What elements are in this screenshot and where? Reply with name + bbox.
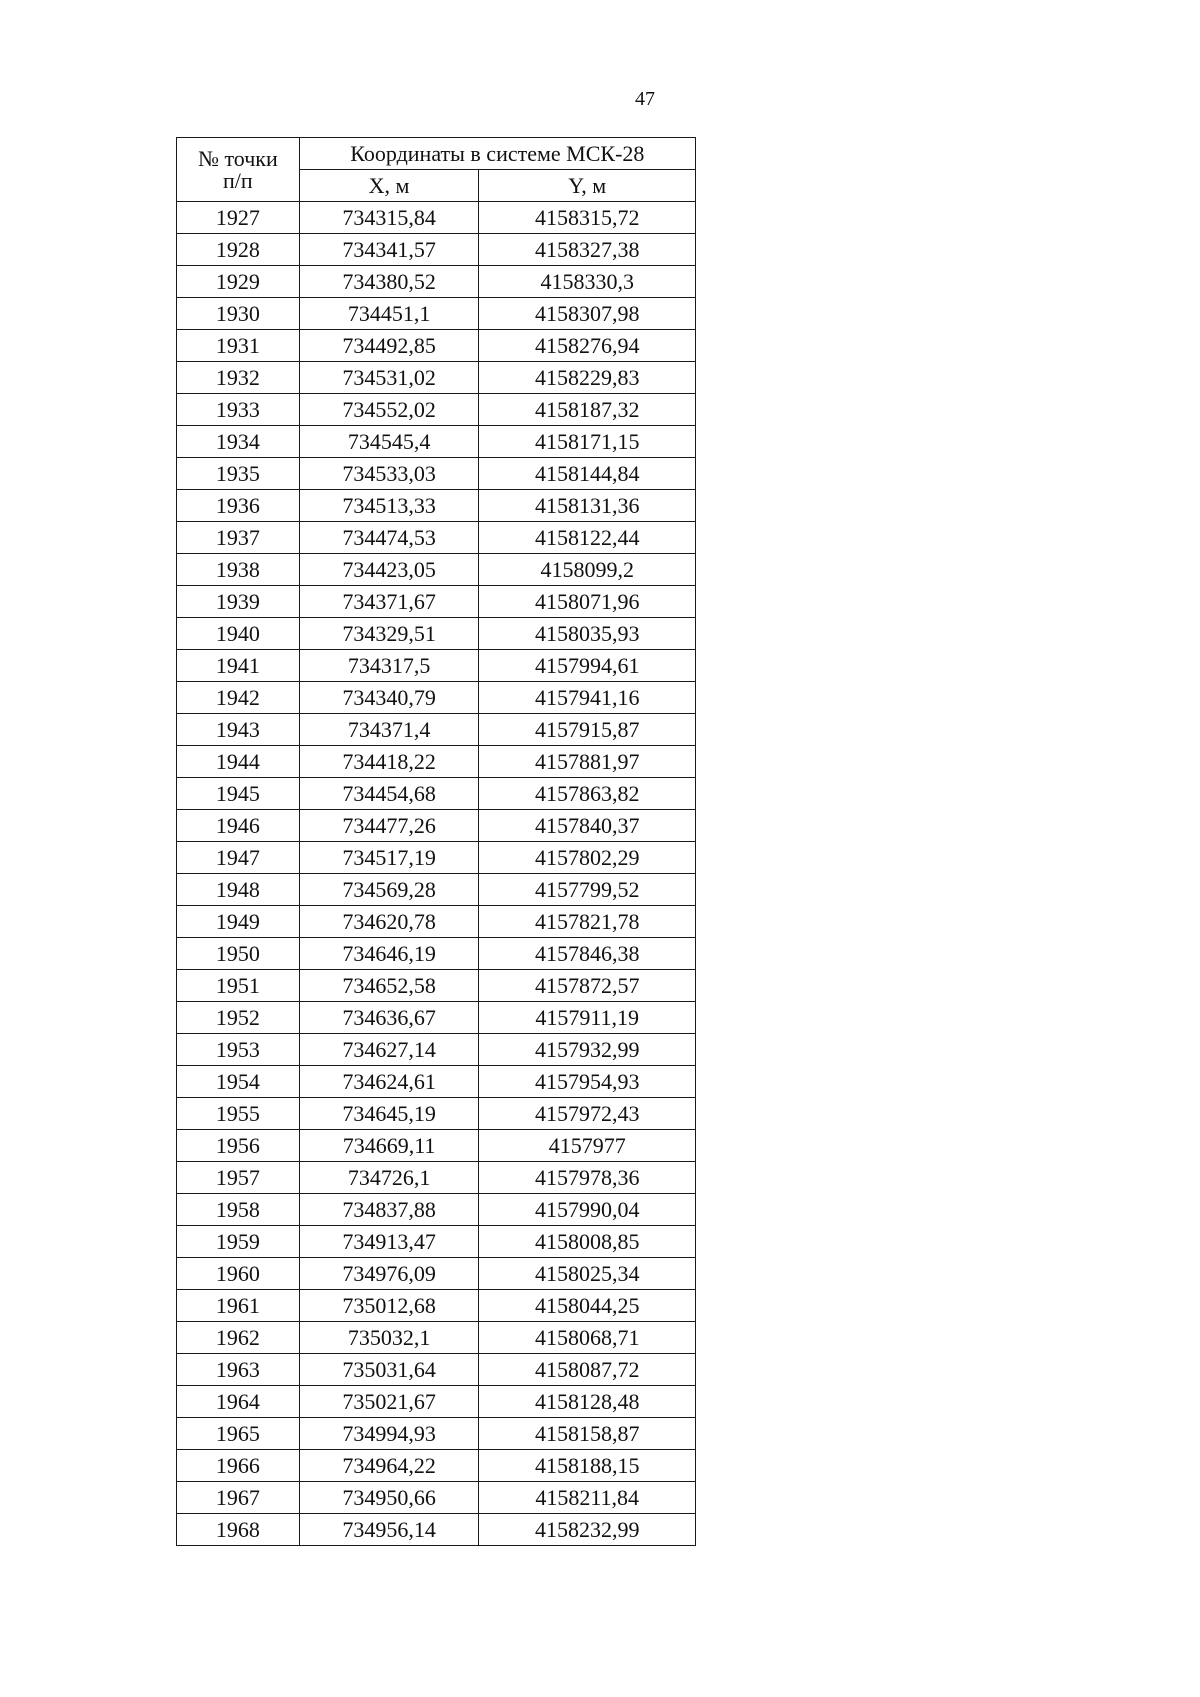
x-coordinate-cell: 734371,67 (299, 586, 479, 618)
table-row (177, 810, 696, 842)
point-number-cell: 1933 (177, 394, 300, 426)
table-row (177, 650, 696, 682)
table-row (177, 1002, 696, 1034)
y-coordinate-cell: 4158044,25 (479, 1290, 696, 1322)
x-coordinate-cell: 734329,51 (299, 618, 479, 650)
y-coordinate-cell: 4158025,34 (479, 1258, 696, 1290)
point-number-cell: 1959 (177, 1226, 300, 1258)
point-number-cell: 1931 (177, 330, 300, 362)
point-number-cell: 1958 (177, 1194, 300, 1226)
x-coordinate-cell: 734317,5 (299, 650, 479, 682)
point-number-header-line2: п/п (223, 167, 253, 193)
x-coordinate-cell: 735032,1 (299, 1322, 479, 1354)
point-number-cell: 1932 (177, 362, 300, 394)
y-coordinate-cell: 4157932,99 (479, 1034, 696, 1066)
x-coordinate-cell: 734956,14 (299, 1514, 479, 1546)
point-number-cell: 1941 (177, 650, 300, 682)
x-coordinate-cell: 734545,4 (299, 426, 479, 458)
point-number-header (177, 138, 300, 202)
y-coordinate-cell: 4158232,99 (479, 1514, 696, 1546)
point-number-cell: 1955 (177, 1098, 300, 1130)
x-coordinate-cell: 734645,19 (299, 1098, 479, 1130)
y-coordinate-cell: 4157915,87 (479, 714, 696, 746)
y-coordinate-cell: 4158008,85 (479, 1226, 696, 1258)
y-coordinate-cell: 4158144,84 (479, 458, 696, 490)
table-row (177, 554, 696, 586)
y-coordinate-cell: 4157972,43 (479, 1098, 696, 1130)
x-coordinate-cell: 734624,61 (299, 1066, 479, 1098)
point-number-cell: 1967 (177, 1482, 300, 1514)
table-row (177, 1258, 696, 1290)
x-coordinate-cell: 734492,85 (299, 330, 479, 362)
table-row (177, 1130, 696, 1162)
y-column-header: Y, м (479, 170, 696, 202)
y-coordinate-cell: 4158128,48 (479, 1386, 696, 1418)
point-number-cell: 1946 (177, 810, 300, 842)
y-coordinate-cell: 4157846,38 (479, 938, 696, 970)
y-coordinate-cell: 4158071,96 (479, 586, 696, 618)
x-coordinate-cell: 734371,4 (299, 714, 479, 746)
table-row (177, 970, 696, 1002)
y-coordinate-cell: 4157978,36 (479, 1162, 696, 1194)
y-coordinate-cell: 4158131,36 (479, 490, 696, 522)
table-row (177, 522, 696, 554)
y-coordinate-cell: 4157994,61 (479, 650, 696, 682)
x-coordinate-cell: 734517,19 (299, 842, 479, 874)
x-coordinate-cell: 734652,58 (299, 970, 479, 1002)
x-coordinate-cell: 734341,57 (299, 234, 479, 266)
x-coordinate-cell: 734994,93 (299, 1418, 479, 1450)
x-coordinate-cell: 734477,26 (299, 810, 479, 842)
point-number-cell: 1930 (177, 298, 300, 330)
point-number-cell: 1968 (177, 1514, 300, 1546)
table-row (177, 1066, 696, 1098)
x-coordinate-cell: 734726,1 (299, 1162, 479, 1194)
point-number-cell: 1929 (177, 266, 300, 298)
table-row (177, 458, 696, 490)
table-row (177, 874, 696, 906)
table-row (177, 1034, 696, 1066)
point-number-cell: 1936 (177, 490, 300, 522)
y-coordinate-cell: 4158087,72 (479, 1354, 696, 1386)
y-coordinate-cell: 4158276,94 (479, 330, 696, 362)
table-row (177, 1354, 696, 1386)
y-coordinate-cell: 4157954,93 (479, 1066, 696, 1098)
point-number-cell: 1957 (177, 1162, 300, 1194)
point-number-cell: 1943 (177, 714, 300, 746)
point-number-cell: 1928 (177, 234, 300, 266)
y-coordinate-cell: 4157977 (479, 1130, 696, 1162)
y-coordinate-cell: 4157990,04 (479, 1194, 696, 1226)
point-number-cell: 1962 (177, 1322, 300, 1354)
y-coordinate-cell: 4158122,44 (479, 522, 696, 554)
x-coordinate-cell: 734964,22 (299, 1450, 479, 1482)
point-number-cell: 1948 (177, 874, 300, 906)
x-coordinate-cell: 734669,11 (299, 1130, 479, 1162)
table-row (177, 1162, 696, 1194)
x-coordinate-cell: 734569,28 (299, 874, 479, 906)
point-number-cell: 1951 (177, 970, 300, 1002)
table-row (177, 1450, 696, 1482)
table-row (177, 490, 696, 522)
x-coordinate-cell: 734340,79 (299, 682, 479, 714)
x-coordinate-cell: 735012,68 (299, 1290, 479, 1322)
point-number-cell: 1956 (177, 1130, 300, 1162)
table-row (177, 234, 696, 266)
x-coordinate-cell: 734531,02 (299, 362, 479, 394)
x-coordinate-cell: 734950,66 (299, 1482, 479, 1514)
x-coordinate-cell: 734837,88 (299, 1194, 479, 1226)
point-number-cell: 1927 (177, 202, 300, 234)
point-number-cell: 1935 (177, 458, 300, 490)
table-row (177, 746, 696, 778)
x-coordinate-cell: 734451,1 (299, 298, 479, 330)
x-coordinate-cell: 734423,05 (299, 554, 479, 586)
point-number-cell: 1961 (177, 1290, 300, 1322)
table-row (177, 1290, 696, 1322)
table-row (177, 906, 696, 938)
x-coordinate-cell: 734315,84 (299, 202, 479, 234)
point-number-cell: 1965 (177, 1418, 300, 1450)
point-number-cell: 1950 (177, 938, 300, 970)
point-number-cell: 1934 (177, 426, 300, 458)
table-row (177, 1226, 696, 1258)
point-number-cell: 1949 (177, 906, 300, 938)
table-header-row (177, 138, 696, 170)
point-number-cell: 1952 (177, 1002, 300, 1034)
y-coordinate-cell: 4158099,2 (479, 554, 696, 586)
x-coordinate-cell: 734418,22 (299, 746, 479, 778)
point-number-cell: 1947 (177, 842, 300, 874)
x-coordinate-cell: 734976,09 (299, 1258, 479, 1290)
x-coordinate-cell: 734552,02 (299, 394, 479, 426)
table-row (177, 202, 696, 234)
table-row (177, 266, 696, 298)
y-coordinate-cell: 4158068,71 (479, 1322, 696, 1354)
table-row (177, 426, 696, 458)
table-row (177, 330, 696, 362)
point-number-cell: 1939 (177, 586, 300, 618)
x-coordinate-cell: 734380,52 (299, 266, 479, 298)
coordinates-table (176, 137, 696, 1546)
table-row (177, 714, 696, 746)
x-coordinate-cell: 734533,03 (299, 458, 479, 490)
table-row (177, 1482, 696, 1514)
point-number-cell: 1942 (177, 682, 300, 714)
point-number-cell: 1937 (177, 522, 300, 554)
y-coordinate-cell: 4157881,97 (479, 746, 696, 778)
point-number-cell: 1966 (177, 1450, 300, 1482)
table-row (177, 1194, 696, 1226)
y-coordinate-cell: 4158229,83 (479, 362, 696, 394)
point-number-cell: 1953 (177, 1034, 300, 1066)
y-coordinate-cell: 4158330,3 (479, 266, 696, 298)
y-coordinate-cell: 4157863,82 (479, 778, 696, 810)
table-row (177, 298, 696, 330)
x-column-header: X, м (299, 170, 479, 202)
x-coordinate-cell: 734913,47 (299, 1226, 479, 1258)
x-coordinate-cell: 734646,19 (299, 938, 479, 970)
coordinates-system-header: Координаты в системе МСК-28 (299, 138, 695, 170)
x-coordinate-cell: 734474,53 (299, 522, 479, 554)
y-coordinate-cell: 4157911,19 (479, 1002, 696, 1034)
x-coordinate-cell: 734620,78 (299, 906, 479, 938)
y-coordinate-cell: 4157799,52 (479, 874, 696, 906)
point-number-cell: 1954 (177, 1066, 300, 1098)
y-coordinate-cell: 4157941,16 (479, 682, 696, 714)
table-row (177, 394, 696, 426)
y-coordinate-cell: 4157840,37 (479, 810, 696, 842)
y-coordinate-cell: 4158315,72 (479, 202, 696, 234)
table-row (177, 362, 696, 394)
x-coordinate-cell: 735021,67 (299, 1386, 479, 1418)
point-number-cell: 1963 (177, 1354, 300, 1386)
x-coordinate-cell: 734454,68 (299, 778, 479, 810)
table-row (177, 1322, 696, 1354)
point-number-header-line1: № точки (197, 145, 278, 171)
x-coordinate-cell: 735031,64 (299, 1354, 479, 1386)
point-number-cell: 1964 (177, 1386, 300, 1418)
table-body (177, 202, 696, 1546)
y-coordinate-cell: 4158158,87 (479, 1418, 696, 1450)
point-number-cell: 1940 (177, 618, 300, 650)
page-number: 47 (635, 88, 655, 110)
y-coordinate-cell: 4157802,29 (479, 842, 696, 874)
x-coordinate-cell: 734513,33 (299, 490, 479, 522)
table-row (177, 618, 696, 650)
table-row (177, 842, 696, 874)
y-coordinate-cell: 4158171,15 (479, 426, 696, 458)
table-row (177, 1386, 696, 1418)
y-coordinate-cell: 4157872,57 (479, 970, 696, 1002)
point-number-cell: 1938 (177, 554, 300, 586)
table-row (177, 1514, 696, 1546)
y-coordinate-cell: 4158211,84 (479, 1482, 696, 1514)
y-coordinate-cell: 4158035,93 (479, 618, 696, 650)
point-number-cell: 1944 (177, 746, 300, 778)
table-row (177, 1098, 696, 1130)
table-row (177, 682, 696, 714)
point-number-cell: 1945 (177, 778, 300, 810)
table-row (177, 938, 696, 970)
x-coordinate-cell: 734636,67 (299, 1002, 479, 1034)
y-coordinate-cell: 4158327,38 (479, 234, 696, 266)
table-row (177, 1418, 696, 1450)
x-coordinate-cell: 734627,14 (299, 1034, 479, 1066)
table-row (177, 778, 696, 810)
y-coordinate-cell: 4157821,78 (479, 906, 696, 938)
table-row (177, 586, 696, 618)
point-number-cell: 1960 (177, 1258, 300, 1290)
y-coordinate-cell: 4158188,15 (479, 1450, 696, 1482)
y-coordinate-cell: 4158187,32 (479, 394, 696, 426)
y-coordinate-cell: 4158307,98 (479, 298, 696, 330)
